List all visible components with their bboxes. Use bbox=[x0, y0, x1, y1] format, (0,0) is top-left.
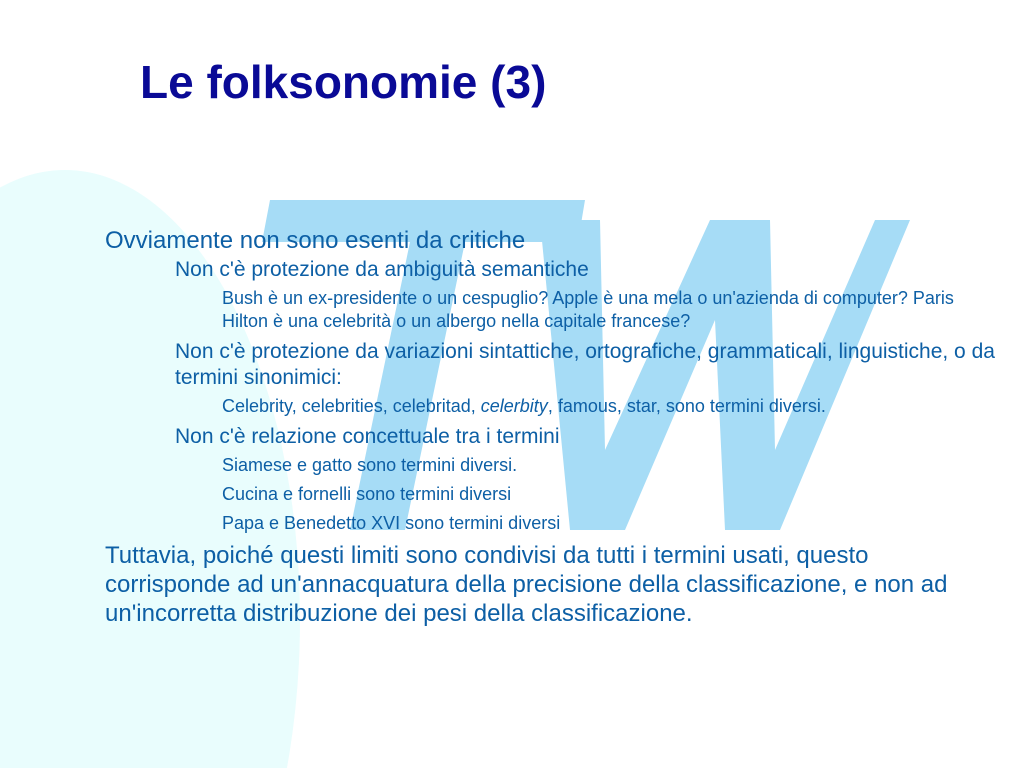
sub-bullet-text: Papa e Benedetto XVI sono termini diversi bbox=[222, 513, 561, 533]
bullet-point-variations bbox=[105, 339, 995, 391]
slide-body bbox=[105, 226, 995, 628]
sub-bullet-text-start: Celebrity, celebrities, celebritad, bbox=[222, 396, 481, 416]
sub-bullet-text-italic: celerbity bbox=[480, 396, 548, 416]
bullet-point-relations bbox=[105, 424, 995, 450]
sub-bullet-text-end: , famous, star, sono termini diversi. bbox=[547, 396, 826, 416]
sub-bullet-text: Siamese e gatto sono termini diversi. bbox=[222, 455, 518, 475]
sub-bullet-text: Bush è un ex-presidente o un cespuglio? Apple è una mela o un'azienda di computer? Paris Hilton è una celebrità o un albergo nella capitale francese? bbox=[222, 288, 954, 331]
slide-title: Le folksonomie (3) bbox=[140, 56, 547, 108]
sub-bullet-text: Cucina e fornelli sono termini diversi bbox=[222, 484, 512, 504]
bullet-point-text: Non c'è protezione da variazioni sintattiche, ortografiche, grammaticali, linguistiche, o da termini sinonimici: bbox=[175, 340, 995, 389]
intro-text: Ovviamente non sono esenti da critiche bbox=[105, 227, 526, 254]
bullet-point-text: Non c'è relazione concettuale tra i termini bbox=[175, 425, 560, 448]
sub-bullet-papa bbox=[105, 512, 995, 535]
bullet-point-ambiguity bbox=[105, 257, 995, 283]
bullet-point-text: Non c'è protezione da ambiguità semantiche bbox=[175, 258, 589, 281]
conclusion-text: Tuttavia, poiché questi limiti sono condivisi da tutti i termini usati, questo corrisponde ad un'annacquatura della precisione della classificazione, e non ad un'incorretta distribuzione dei pesi della classificazione. bbox=[105, 542, 948, 627]
sub-bullet-cucina bbox=[105, 483, 995, 506]
sub-bullet-siamese bbox=[105, 454, 995, 477]
sub-bullet-ambiguity-example bbox=[105, 287, 995, 333]
sub-bullet-variations-example bbox=[105, 395, 995, 418]
